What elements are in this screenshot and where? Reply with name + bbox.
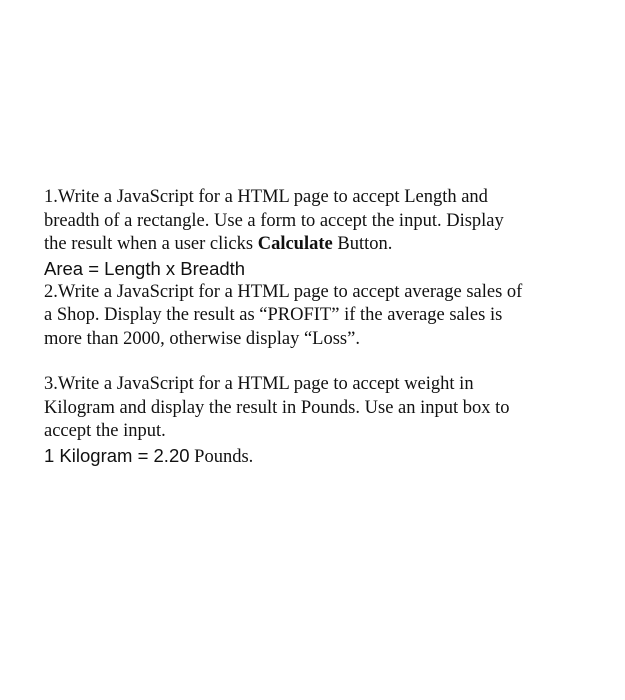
kilogram-formula-value: 1 Kilogram = 2.20	[44, 444, 190, 466]
question-2-line-2: a Shop. Display the result as “PROFIT” if the average sales is	[44, 305, 503, 325]
question-3-line-1: 3.Write a JavaScript for a HTML page to accept weight in	[44, 374, 474, 394]
area-formula: Area = Length x Breadth	[44, 257, 246, 279]
question-1-line-1: 1.Write a JavaScript for a HTML page to accept Length and	[44, 187, 488, 207]
document-body	[44, 186, 604, 469]
spacer	[44, 351, 604, 373]
question-2-line-3: more than 2000, otherwise display “Loss”.	[44, 328, 360, 349]
question-3	[44, 373, 604, 469]
question-3-line-3: accept the input.	[44, 421, 166, 441]
calculate-emphasis: Calculate	[257, 234, 333, 254]
question-1-line-3-text: the result when a user clicks	[44, 234, 258, 254]
question-1-line-2: breadth of a rectangle. Use a form to accept the input. Display	[44, 210, 504, 231]
question-1-line-3	[44, 233, 604, 257]
question-3-line-2: Kilogram and display the result in Pounds. Use an input box to	[44, 397, 510, 418]
question-2-line-1: 2.Write a JavaScript for a HTML page to accept average sales of	[44, 281, 523, 302]
question-1	[44, 186, 604, 281]
kilogram-formula-unit: Pounds.	[189, 446, 254, 467]
kilogram-formula	[44, 444, 604, 470]
question-2	[44, 281, 604, 352]
question-1-line-3-end: Button.	[332, 234, 393, 254]
